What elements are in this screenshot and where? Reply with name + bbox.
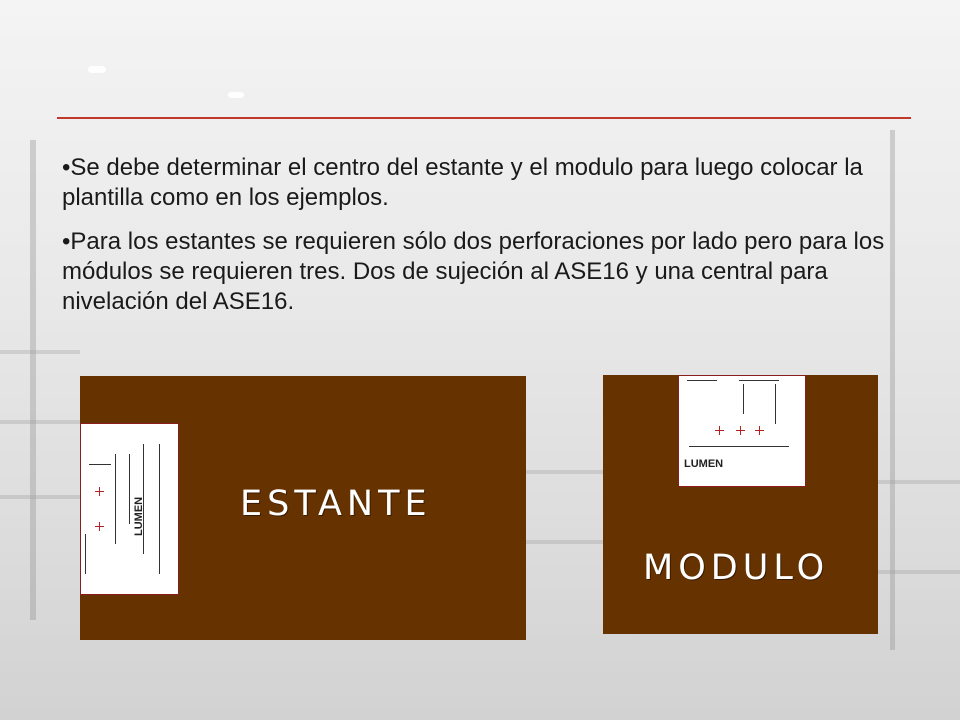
modulo-label: MODULO: [643, 548, 830, 588]
estante-template: [80, 423, 179, 595]
lumen-logo: LUMEN: [684, 458, 724, 470]
drill-point-icon: [95, 522, 104, 531]
drill-point-icon: [736, 426, 745, 435]
drill-point-icon: [755, 426, 764, 435]
lumen-logo: LUMEN: [133, 496, 145, 536]
bullet-2: •Para los estantes se requieren sólo dos perforaciones por lado pero para los módulos se requieren tres. Dos de sujeción al ASE16 y una central para nivelación del ASE16.: [62, 228, 885, 315]
estante-label: ESTANTE: [240, 484, 432, 524]
title-divider: [57, 117, 911, 119]
bullet-1: •Se debe determinar el centro del estante y el modulo para luego colocar la plantilla como en los ejemplos.: [62, 154, 863, 211]
drill-point-icon: [95, 487, 104, 496]
estante-panel: [80, 376, 526, 640]
modulo-template: [678, 375, 806, 487]
drill-point-icon: [715, 426, 724, 435]
body-text: [62, 153, 912, 331]
modulo-panel: [603, 375, 878, 634]
